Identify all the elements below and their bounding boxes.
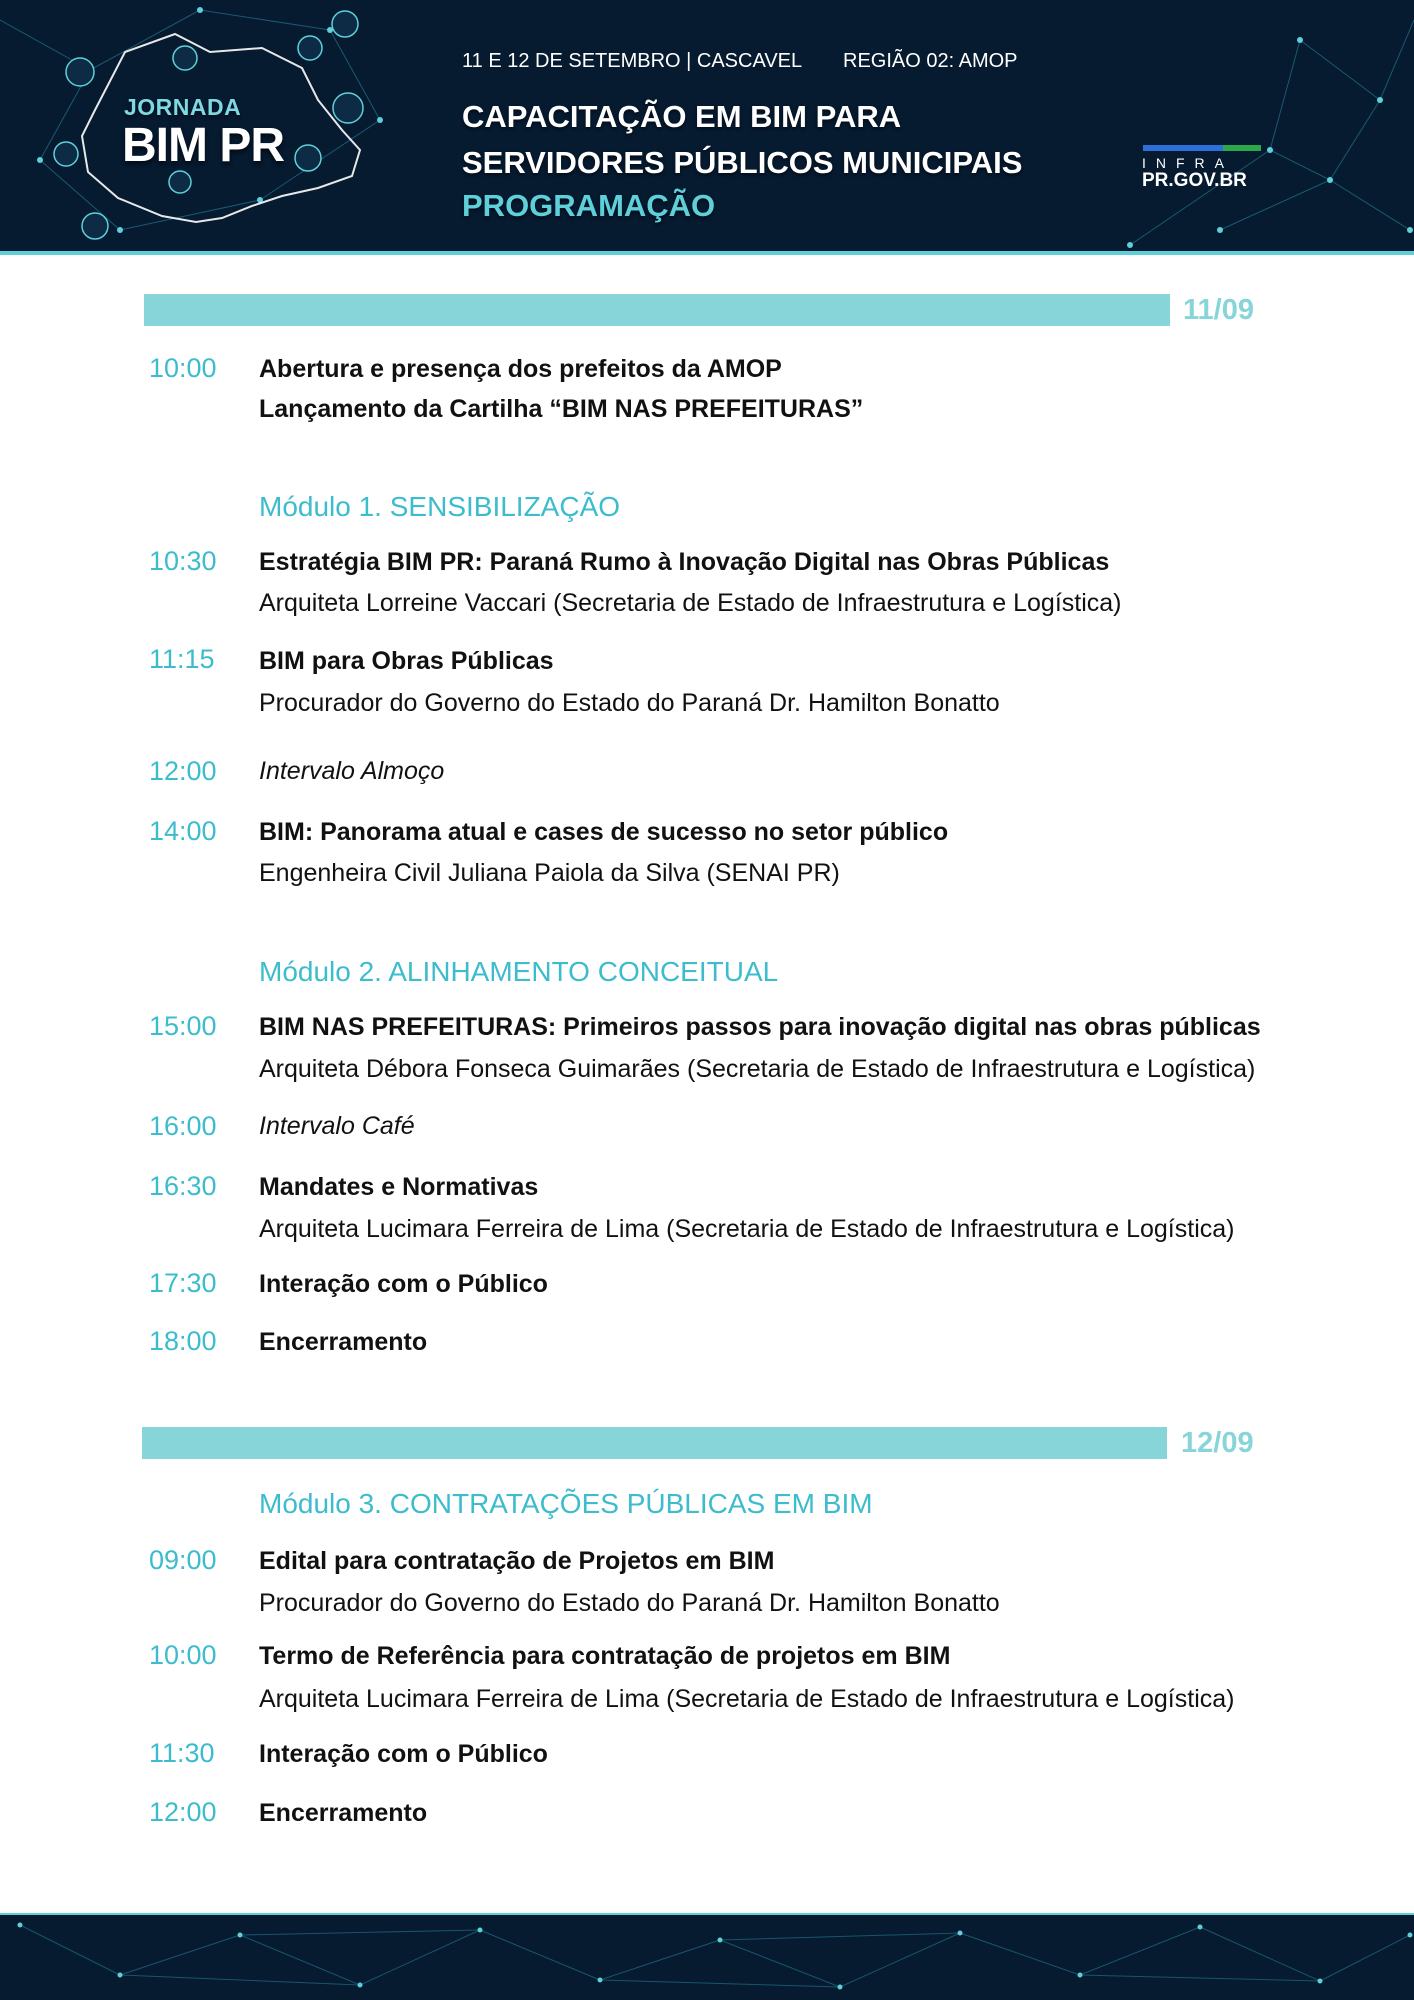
schedule-title: Encerramento xyxy=(259,1799,428,1827)
schedule-time: 16:30 xyxy=(149,1171,217,1201)
schedule-title: Encerramento xyxy=(259,1328,428,1356)
schedule-time: 12:00 xyxy=(149,1797,217,1827)
schedule-time: 10:00 xyxy=(149,1640,217,1670)
schedule-title: BIM: Panorama atual e cases de sucesso no setor público xyxy=(259,818,949,846)
page-footer xyxy=(0,1915,1414,2000)
logo-bim-pr-text: BIM PR xyxy=(122,119,284,172)
schedule-title: Interação com o Público xyxy=(259,1740,548,1768)
schedule-time: 16:00 xyxy=(149,1111,217,1141)
schedule-time: 18:00 xyxy=(149,1326,217,1356)
schedule-title: Edital para contratação de Projetos em BIM xyxy=(259,1547,775,1575)
network-background-footer xyxy=(0,1915,1414,2000)
infra-logo-green-bar xyxy=(1223,145,1261,151)
schedule-time: 17:30 xyxy=(149,1268,217,1298)
schedule-time: 12:00 xyxy=(149,756,217,786)
day-label-2: 12/09 xyxy=(1181,1427,1254,1459)
schedule-break: Intervalo Café xyxy=(259,1112,415,1140)
page-header xyxy=(0,0,1414,252)
logo-jornada-text: JORNADA xyxy=(124,94,242,120)
schedule-speaker: Arquiteta Lucimara Ferreira de Lima (Secretaria de Estado de Infraestrutura e Logística) xyxy=(259,1685,1235,1713)
schedule-title: BIM NAS PREFEITURAS: Primeiros passos para inovação digital nas obras públicas xyxy=(259,1013,1261,1041)
schedule-speaker: Procurador do Governo do Estado do Paraná Dr. Hamilton Bonatto xyxy=(259,689,1000,717)
schedule-title: Mandates e Normativas xyxy=(259,1173,539,1201)
event-date-place: 11 E 12 DE SETEMBRO | CASCAVEL xyxy=(462,50,803,72)
schedule-speaker: Arquiteta Débora Fonseca Guimarães (Secretaria de Estado de Infraestrutura e Logística) xyxy=(259,1055,1256,1083)
schedule-title: Termo de Referência para contratação de projetos em BIM xyxy=(259,1642,951,1670)
schedule-speaker: Arquiteta Lucimara Ferreira de Lima (Secretaria de Estado de Infraestrutura e Logística) xyxy=(259,1215,1235,1243)
schedule-title: Lançamento da Cartilha “BIM NAS PREFEITURAS” xyxy=(259,395,864,423)
schedule-break: Intervalo Almoço xyxy=(259,757,445,785)
schedule-time: 09:00 xyxy=(149,1545,217,1575)
module-heading: Módulo 3. CONTRATAÇÕES PÚBLICAS EM BIM xyxy=(259,1488,873,1519)
event-region: REGIÃO 02: AMOP xyxy=(843,50,1018,72)
infra-logo-word: INFRA xyxy=(1142,155,1234,171)
schedule-time: 10:30 xyxy=(149,546,217,576)
module-heading: Módulo 1. SENSIBILIZAÇÃO xyxy=(259,491,621,522)
schedule-title: Estratégia BIM PR: Paraná Rumo à Inovação Digital nas Obras Públicas xyxy=(259,548,1110,576)
schedule-time: 11:30 xyxy=(149,1738,215,1768)
day-bar-1 xyxy=(144,294,1170,326)
event-title xyxy=(462,94,1022,186)
schedule-title: Interação com o Público xyxy=(259,1270,548,1298)
infra-logo-domain: PR.GOV.BR xyxy=(1142,170,1247,191)
schedule-title: Abertura e presença dos prefeitos da AMOP xyxy=(259,355,782,383)
schedule-title: BIM para Obras Públicas xyxy=(259,647,554,675)
schedule-speaker: Procurador do Governo do Estado do Paraná Dr. Hamilton Bonatto xyxy=(259,1589,1000,1617)
module-heading: Módulo 2. ALINHAMENTO CONCEITUAL xyxy=(259,956,779,987)
header-divider xyxy=(0,251,1414,255)
schedule-speaker: Arquiteta Lorreine Vaccari (Secretaria de Estado de Infraestrutura e Logística) xyxy=(259,589,1122,617)
schedule-time: 15:00 xyxy=(149,1011,217,1041)
schedule-time: 11:15 xyxy=(149,644,215,674)
event-title-line-1: CAPACITAÇÃO EM BIM PARA xyxy=(462,99,902,134)
schedule-time: 10:00 xyxy=(149,353,217,383)
infra-logo-blue-bar xyxy=(1143,145,1223,151)
day-bar-2 xyxy=(142,1427,1167,1459)
event-title-line-2: SERVIDORES PÚBLICOS MUNICIPAIS xyxy=(462,145,1023,180)
schedule-time: 14:00 xyxy=(149,816,217,846)
schedule-speaker: Engenheira Civil Juliana Paiola da Silva (SENAI PR) xyxy=(259,859,840,887)
programacao-heading: PROGRAMAÇÃO xyxy=(462,188,716,223)
day-label-1: 11/09 xyxy=(1183,294,1254,326)
